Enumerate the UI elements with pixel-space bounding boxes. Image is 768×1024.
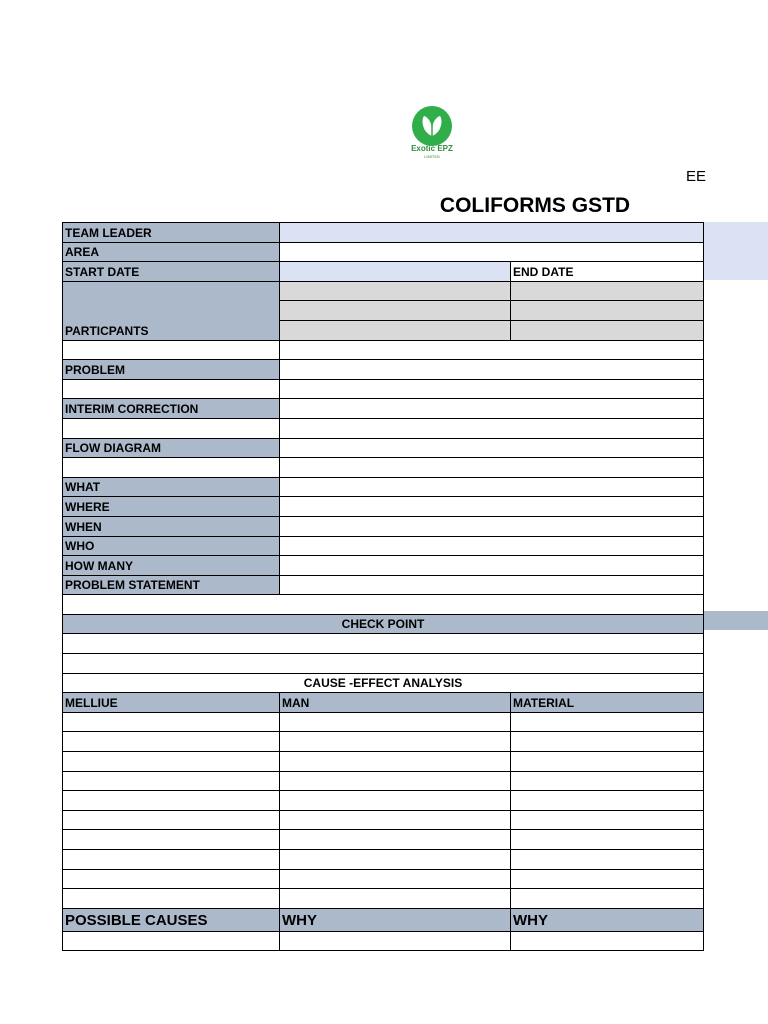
blank-field[interactable] [280, 418, 704, 438]
problem-statement-label: PROBLEM STATEMENT [63, 575, 280, 595]
logo-subtext: LIMITED [424, 154, 440, 159]
participant-field[interactable] [280, 320, 511, 340]
start-date-label: START DATE [63, 262, 280, 282]
blank-cell [63, 458, 280, 478]
end-date-label: END DATE [511, 262, 704, 282]
team-leader-label: TEAM LEADER [63, 223, 280, 243]
col-man: MAN [280, 693, 511, 713]
table-cell[interactable] [511, 931, 704, 951]
what-label: WHAT [63, 477, 280, 497]
start-date-field[interactable] [280, 262, 511, 282]
blank-cell [63, 379, 280, 399]
company-logo [362, 82, 512, 187]
participant-field[interactable] [511, 281, 704, 301]
table-cell[interactable] [280, 732, 511, 752]
participant-field[interactable] [280, 281, 511, 301]
who-field[interactable] [280, 536, 704, 556]
table-cell[interactable] [511, 850, 704, 870]
check-point-field[interactable] [63, 654, 704, 674]
side-fill [703, 222, 768, 280]
table-cell[interactable] [63, 850, 280, 870]
participant-field[interactable] [280, 301, 511, 321]
blank-cell [63, 418, 280, 438]
table-cell[interactable] [280, 810, 511, 830]
participants-label: PARTICPANTS [63, 281, 280, 340]
leaf-logo-icon [412, 106, 452, 146]
flow-diagram-field[interactable] [280, 438, 704, 458]
interim-correction-label: INTERIM CORRECTION [63, 399, 280, 419]
table-cell[interactable] [280, 830, 511, 850]
table-cell[interactable] [280, 889, 511, 909]
where-label: WHERE [63, 497, 280, 517]
table-cell[interactable] [511, 791, 704, 811]
problem-field[interactable] [280, 360, 704, 380]
table-cell[interactable] [63, 771, 280, 791]
table-cell[interactable] [280, 791, 511, 811]
table-cell[interactable] [63, 830, 280, 850]
table-cell[interactable] [511, 712, 704, 732]
table-cell[interactable] [511, 869, 704, 889]
form-table [62, 222, 704, 951]
why-header: WHY [280, 908, 511, 931]
problem-statement-field[interactable] [280, 575, 704, 595]
table-cell[interactable] [280, 752, 511, 772]
team-leader-field[interactable] [280, 223, 704, 243]
table-cell[interactable] [511, 771, 704, 791]
blank-field[interactable] [280, 379, 704, 399]
document-code: EE [686, 168, 707, 185]
cause-effect-header: CAUSE -EFFECT ANALYSIS [63, 673, 704, 693]
blank-field[interactable] [280, 458, 704, 478]
who-label: WHO [63, 536, 280, 556]
form-sheet [62, 222, 703, 951]
table-cell[interactable] [63, 732, 280, 752]
how-many-field[interactable] [280, 556, 704, 576]
col-material: MATERIAL [511, 693, 704, 713]
side-fill-grey [703, 611, 768, 630]
how-many-label: HOW MANY [63, 556, 280, 576]
when-label: WHEN [63, 516, 280, 536]
table-cell[interactable] [63, 752, 280, 772]
where-field[interactable] [280, 497, 704, 517]
area-field[interactable] [280, 242, 704, 262]
possible-causes-header: POSSIBLE CAUSES [63, 908, 280, 931]
check-point-field[interactable] [63, 634, 704, 654]
page-title: COLIFORMS GSTD [439, 194, 631, 217]
blank-cell [63, 340, 280, 360]
table-cell[interactable] [63, 791, 280, 811]
table-cell[interactable] [63, 810, 280, 830]
blank-field[interactable] [63, 595, 704, 615]
table-cell[interactable] [511, 732, 704, 752]
table-cell[interactable] [511, 889, 704, 909]
table-cell[interactable] [280, 850, 511, 870]
blank-field[interactable] [280, 340, 704, 360]
interim-correction-field[interactable] [280, 399, 704, 419]
col-milieu: MELLIUE [63, 693, 280, 713]
table-cell[interactable] [63, 889, 280, 909]
why-header: WHY [511, 908, 704, 931]
table-cell[interactable] [511, 810, 704, 830]
problem-label: PROBLEM [63, 360, 280, 380]
participant-field[interactable] [511, 301, 704, 321]
flow-diagram-label: FLOW DIAGRAM [63, 438, 280, 458]
participant-field[interactable] [511, 320, 704, 340]
table-cell[interactable] [63, 931, 280, 951]
table-cell[interactable] [280, 931, 511, 951]
check-point-header: CHECK POINT [63, 614, 704, 634]
area-label: AREA [63, 242, 280, 262]
logo-text: Exotic EPZ [411, 144, 453, 153]
table-cell[interactable] [280, 869, 511, 889]
table-cell[interactable] [511, 830, 704, 850]
table-cell[interactable] [511, 752, 704, 772]
table-cell[interactable] [280, 712, 511, 732]
table-cell[interactable] [280, 771, 511, 791]
table-cell[interactable] [63, 869, 280, 889]
what-field[interactable] [280, 477, 704, 497]
table-cell[interactable] [63, 712, 280, 732]
when-field[interactable] [280, 516, 704, 536]
